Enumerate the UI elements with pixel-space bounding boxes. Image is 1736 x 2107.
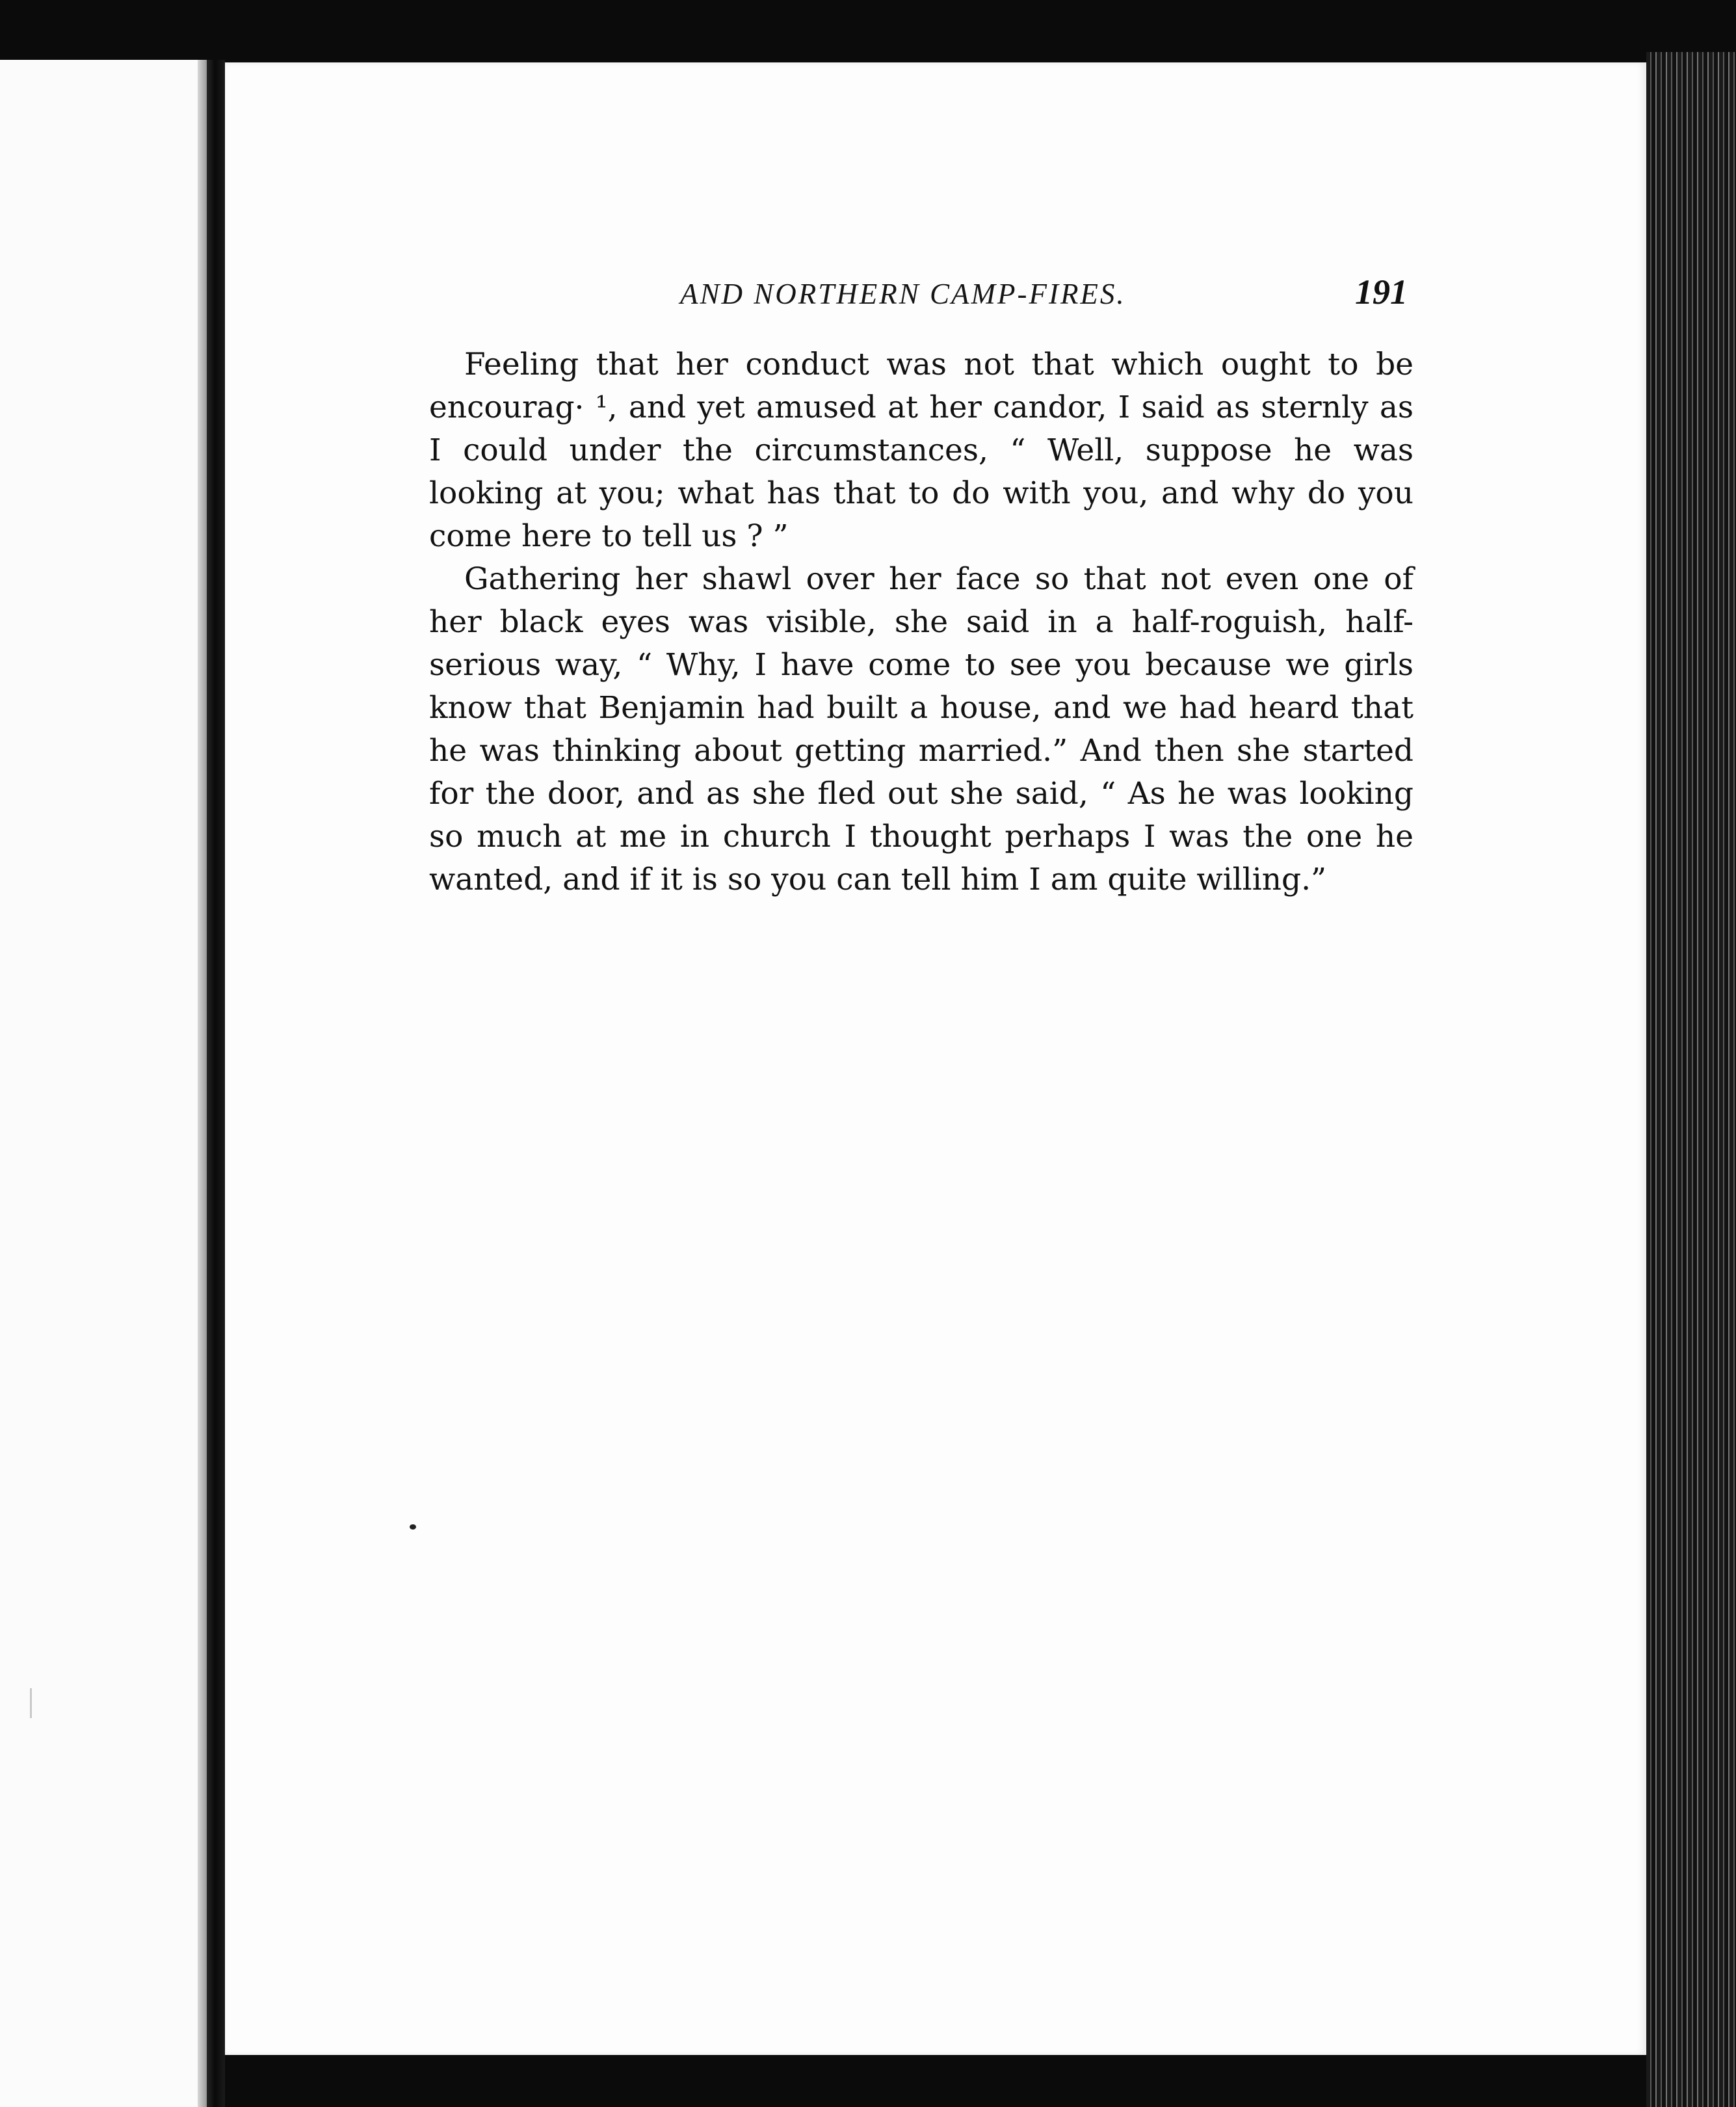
page-edges [1646, 52, 1736, 2107]
left-facing-page [0, 60, 207, 2107]
bottom-shadow [225, 2055, 1646, 2107]
margin-mark [30, 1688, 32, 1718]
page-number: 191 [1355, 272, 1408, 311]
paragraph: Gathering her shawl over her face so that not even one of her black eyes was visible, she said in a half-roguish, half-serious way, “ Why, I have come to see you because we girls know that Benjamin had built a house, and we had heard that he was thinking about getting married.” And then she started for the door, and as she fled out she said, “ As he was looking so much at me in church I thought perhaps I was the one he wanted, and if it is so you can tell him I am quite willing.” [429, 561, 1414, 897]
running-title: AND NORTHERN CAMP-FIRES. [680, 278, 1126, 310]
paragraph: Feeling that her conduct was not that which ought to be encourag· ¹, and yet amused at her candor, I said as sternly as I could under the circumstances, “ Well, suppose he was looking at you; what has that to do with you, and why do you come here to tell us ? ” [429, 347, 1414, 554]
book-page [225, 62, 1646, 2055]
book-gutter [207, 60, 225, 2107]
running-head [225, 272, 1646, 329]
ink-speck [410, 1524, 416, 1530]
body-text [429, 343, 1414, 901]
